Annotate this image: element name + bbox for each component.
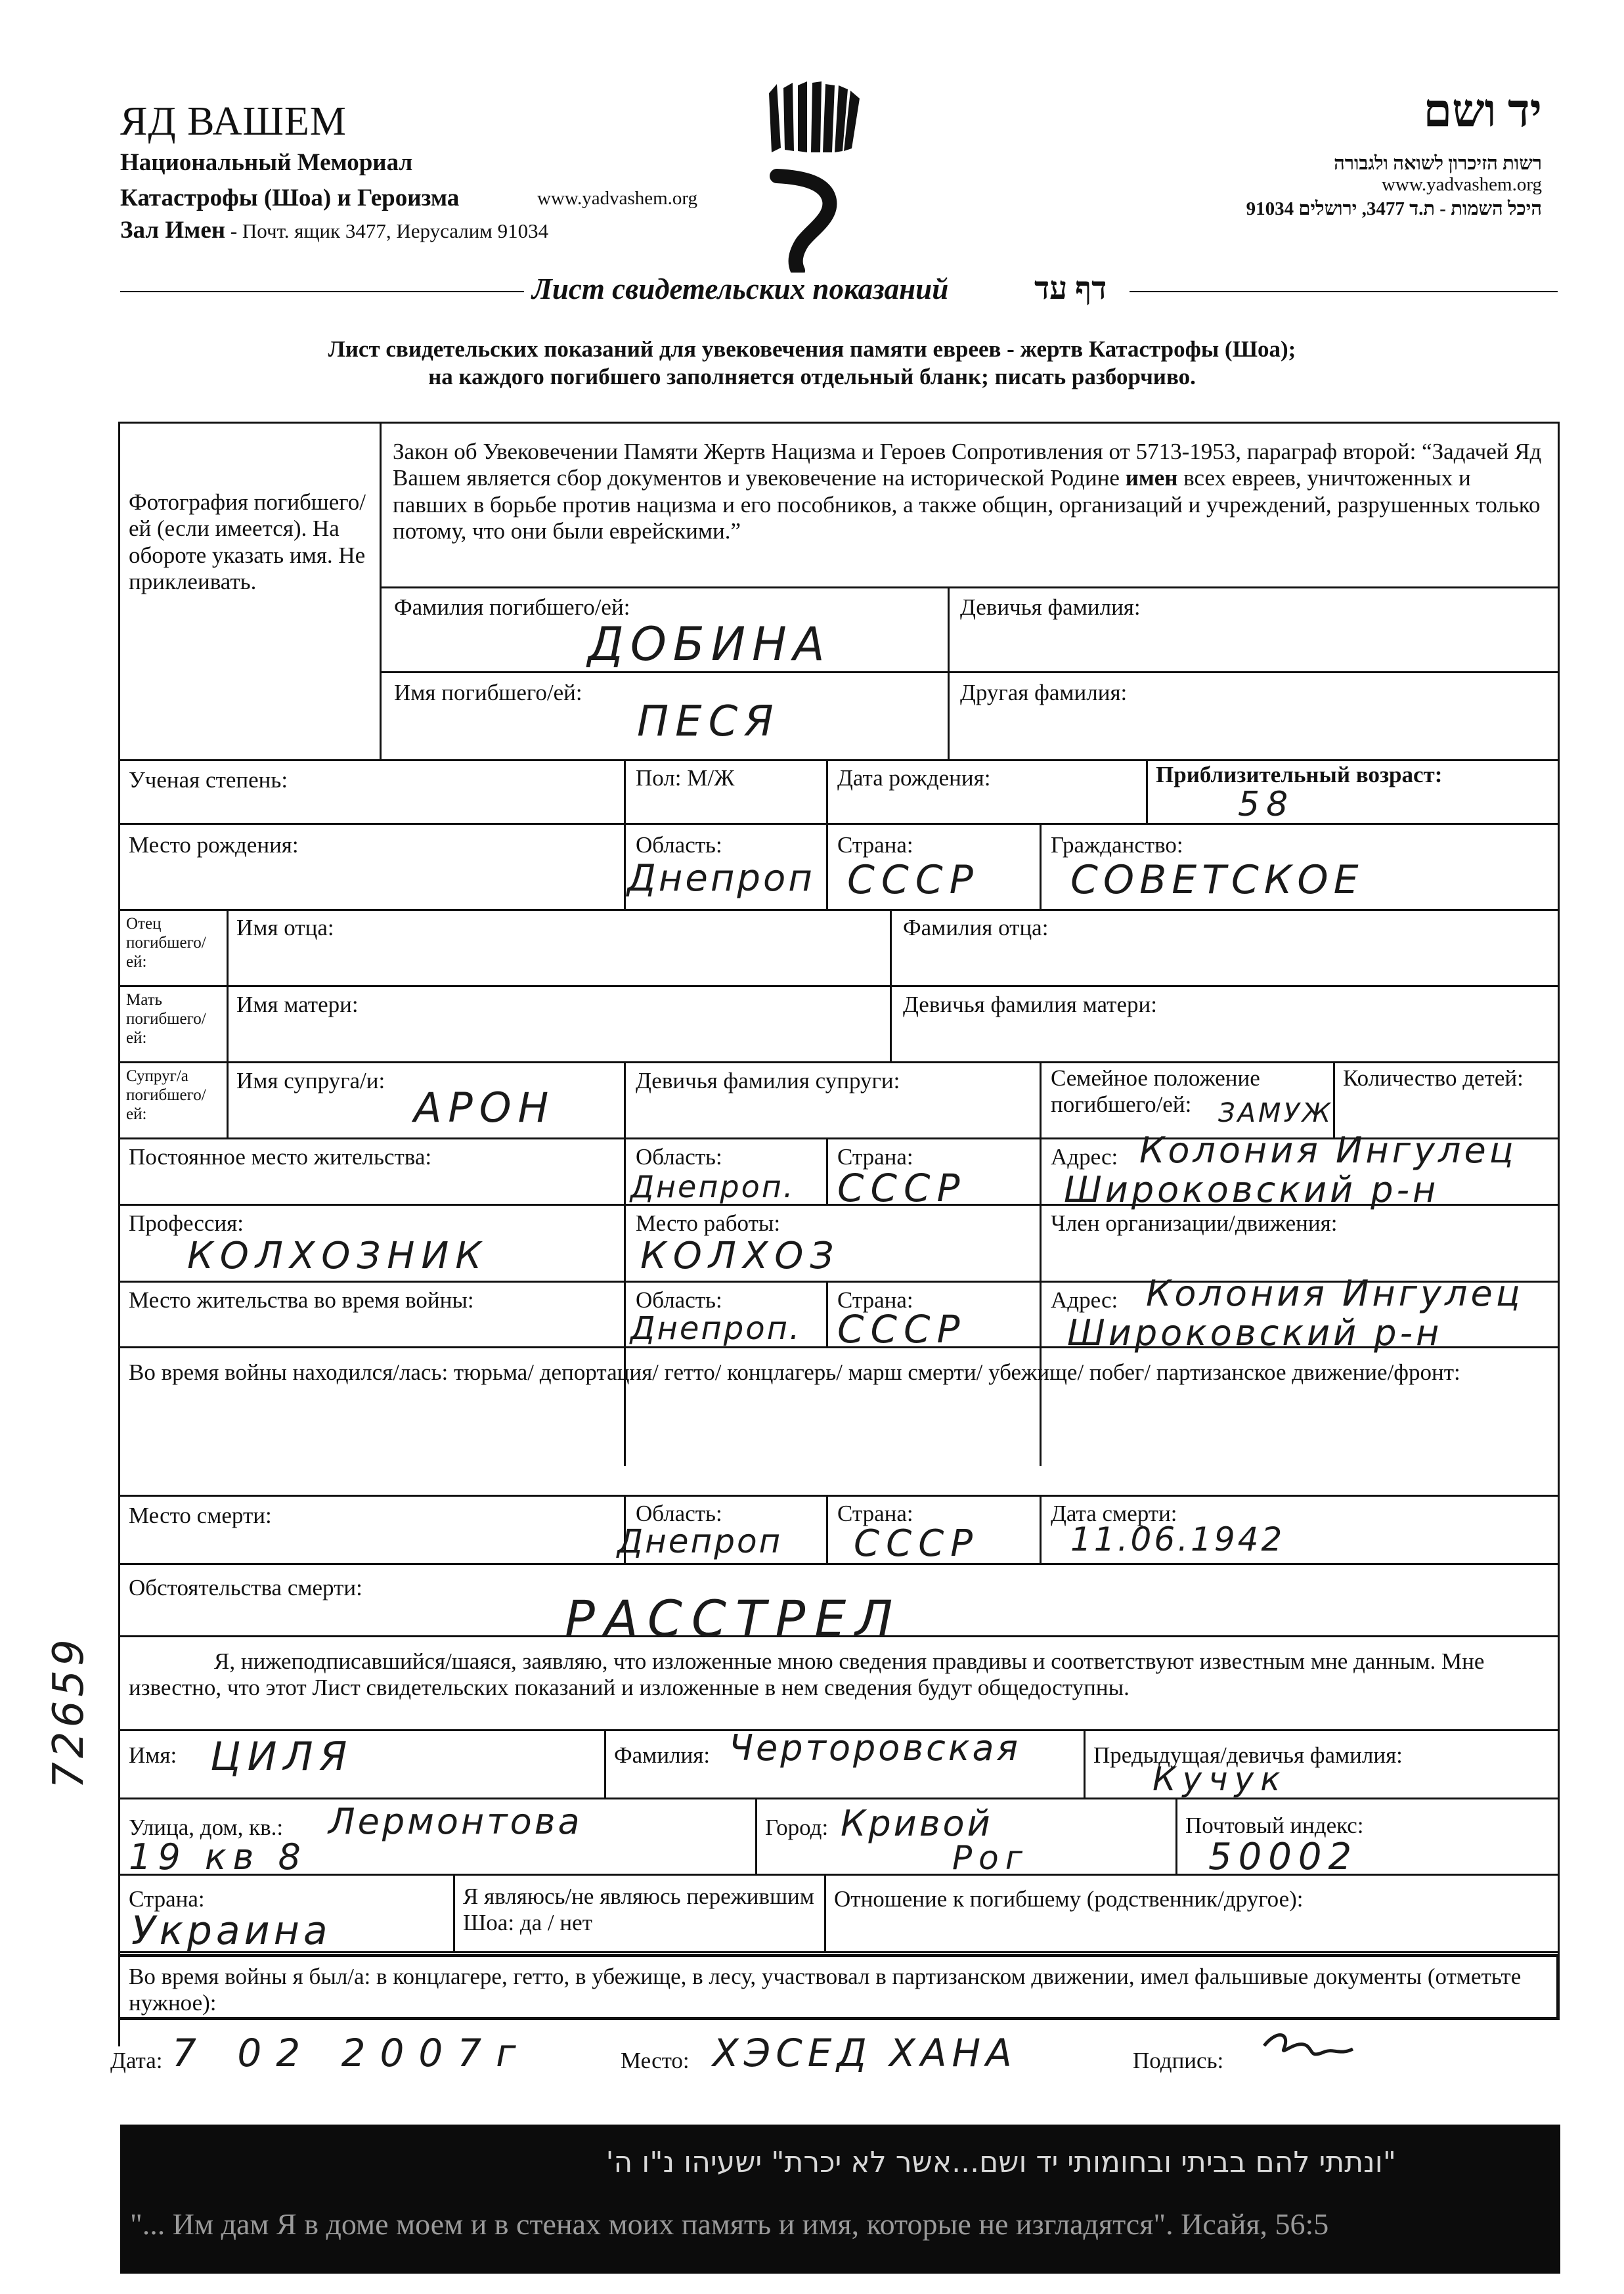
- residence-address-label: Адрес:: [1051, 1144, 1118, 1170]
- header-hall-of-names: Зал Имен: [120, 217, 226, 244]
- citizenship-label: Гражданство:: [1051, 832, 1183, 858]
- header-line-2: Катастрофы (Шоа) и Героизма: [120, 185, 460, 211]
- header-he-line-3: היכל השמות - ת.ד 3477, ירושלים 91034: [1246, 198, 1542, 219]
- law-text-bold: имен: [1125, 465, 1178, 491]
- form-title-hebrew: דף עד: [1034, 271, 1107, 306]
- org-name-russian: ЯД ВАШЕМ: [120, 99, 347, 144]
- title-rule-left: [120, 291, 524, 292]
- birth-country-label: Страна:: [837, 832, 913, 858]
- war-country-label: Страна:: [837, 1287, 913, 1313]
- war-address-line-2[interactable]: Широковский р-н: [1067, 1312, 1443, 1354]
- birth-region-value[interactable]: Днепроп: [627, 857, 815, 900]
- residence-address-line-2[interactable]: Широковский р-н: [1064, 1169, 1439, 1210]
- war-region-label: Область:: [636, 1287, 722, 1313]
- subtitle-line-1: Лист свидетельских показаний для увековечения памяти евреев - жертв Катастрофы (Шоа);: [328, 336, 1296, 362]
- war-region-value[interactable]: Днепроп.: [630, 1310, 802, 1347]
- header-he-line-1: רשות הזיכרון לשואה ולגבורה: [1334, 153, 1542, 174]
- father-surname-label: Фамилия отца:: [903, 915, 1049, 940]
- death-place-label: Место смерти:: [129, 1503, 272, 1528]
- place-value[interactable]: ХЭСЕД ХАНА: [713, 2031, 1017, 2075]
- approx-age-label: Приблизительный возраст:: [1156, 762, 1443, 787]
- birth-region-label: Область:: [636, 832, 722, 858]
- law-text: [393, 439, 1548, 544]
- war-status-label: Во время войны находился/лась: тюрьма/ депортация/ гетто/ концлагерь/ марш смерти/ убежище/ побег/ партизанское движение/фронт:: [129, 1359, 1460, 1385]
- date-value[interactable]: 7 02 2007г: [172, 2031, 531, 2075]
- workplace-value[interactable]: КОЛХОЗ: [640, 1235, 841, 1277]
- submitter-prev-name-label: Предыдущая/девичья фамилия:: [1093, 1742, 1403, 1768]
- header-address: - Почт. ящик 3477, Иерусалим 91034: [225, 219, 549, 242]
- declaration-text: Я, нижеподписавшийся/шаяся, заявляю, что изложенные мною сведения правдивы и соответствуют известным мне данным. Мне известно, что этот Лист свидетельских показаний и изложенные в нем сведения будут общедоступны.: [129, 1648, 1485, 1701]
- spouse-maiden-label: Девичья фамилия супруги:: [636, 1068, 900, 1093]
- residence-country-value[interactable]: СССР: [837, 1166, 967, 1210]
- date-label: Дата:: [110, 2048, 163, 2073]
- org-name-hebrew: יד ושם: [1423, 86, 1542, 137]
- submitter-surname-label: Фамилия:: [614, 1742, 711, 1768]
- yad-vashem-logo: [764, 79, 862, 273]
- header-line-3: [120, 216, 548, 244]
- death-circumstances-label: Обстоятельства смерти:: [129, 1575, 362, 1600]
- mother-maiden-label: Девичья фамилия матери:: [903, 992, 1157, 1017]
- death-region-value[interactable]: Днепроп: [617, 1522, 783, 1560]
- war-address-line-1[interactable]: Колония Ингулец: [1146, 1273, 1524, 1314]
- profession-label: Профессия:: [129, 1210, 244, 1236]
- submitter-country-value[interactable]: Украина: [131, 1908, 332, 1954]
- death-circumstances-value[interactable]: РАССТРЕЛ: [565, 1589, 902, 1648]
- mother-side-label: Мать погибшего/ей:: [126, 991, 206, 1047]
- victim-surname-label: Фамилия погибшего/ей:: [394, 594, 630, 620]
- death-date-label: Дата смерти:: [1051, 1501, 1177, 1526]
- birth-country-value[interactable]: СССР: [847, 857, 980, 903]
- street-value-line-1[interactable]: Лермонтова: [328, 1801, 582, 1842]
- photo-instructions: Фотография погибшего/ей (если имеется). На обороте указать имя. Не приклеивать.: [129, 489, 366, 594]
- war-address-label: Адрес:: [1051, 1287, 1118, 1313]
- death-region-label: Область:: [636, 1501, 722, 1526]
- law-text-part-2: всех евреев, уничтоженных и павших в борьбе против нацизма и его пособников, а также общин, организаций и учреждений, разрушенных только потому, что они были еврейскими.”: [393, 465, 1541, 544]
- death-country-value[interactable]: СССР: [854, 1522, 980, 1565]
- marital-status-value[interactable]: ЗАМУЖ: [1218, 1098, 1333, 1128]
- subtitle-line-2: на каждого погибшего заполняется отдельный бланк; писать разборчиво.: [428, 364, 1196, 389]
- sex-label: Пол: М/Ж: [636, 765, 735, 791]
- father-side-label: Отец погибшего/ей:: [126, 915, 206, 971]
- victim-name-value[interactable]: ПЕСЯ: [637, 697, 780, 746]
- form-title: Лист свидетельских показаний: [532, 273, 949, 305]
- war-residence-label: Место жительства во время войны:: [129, 1287, 474, 1313]
- death-country-label: Страна:: [837, 1501, 913, 1526]
- residence-region-value[interactable]: Днепроп.: [630, 1169, 795, 1204]
- margin-number: 72659: [44, 1635, 93, 1789]
- wartime-label: Во время войны я был/а: в концлагере, гетто, в убежище, в лесу, участвовал в партизанском движении, имел фальшивые документы (отметьте нужное):: [129, 1964, 1522, 2016]
- survivor-label: Я являюсь/не являюсь пережившим Шоа: да / нет: [463, 1884, 814, 1936]
- spouse-name-value[interactable]: АРОН: [414, 1084, 556, 1132]
- header-web-left: www.yadvashem.org: [537, 188, 698, 209]
- submitter-surname-value[interactable]: Черторовская: [729, 1727, 1021, 1769]
- victim-maiden-label: Девичья фамилия:: [960, 594, 1141, 620]
- war-country-value[interactable]: СССР: [837, 1307, 967, 1352]
- birthplace-label: Место рождения:: [129, 832, 299, 858]
- street-label: Улица, дом, кв.:: [129, 1815, 284, 1840]
- place-label: Место:: [621, 2048, 690, 2073]
- submitter-name-value[interactable]: ЦИЛЯ: [210, 1734, 354, 1780]
- zip-label: Почтовый индекс:: [1185, 1813, 1364, 1838]
- profession-value[interactable]: КОЛХОЗНИК: [187, 1235, 489, 1277]
- title-rule-right: [1130, 291, 1558, 292]
- banner-hebrew-quote: "ונתתי להם בביתי ובחומותי יד ושם...אשר לא יכרת" ישעיהו נ"ו ה': [605, 2146, 1396, 2179]
- header-line-1: Национальный Мемориал: [120, 149, 413, 176]
- children-count-label: Количество детей:: [1343, 1065, 1524, 1091]
- signature-label: Подпись:: [1133, 2048, 1224, 2073]
- banner-russian-quote: "... Им дам Я в доме моем и в стенах моих память и имя, которые не изгладятся". Исайя, 56:5: [130, 2207, 1329, 2241]
- spouse-side-label: Супруг/а погибшего/ей:: [126, 1067, 206, 1123]
- degree-label: Ученая степень:: [129, 767, 288, 793]
- submitter-name-label: Имя:: [129, 1742, 177, 1768]
- marital-status-label: Семейное положение погибшего/ей:: [1051, 1065, 1260, 1118]
- city-value-line-2[interactable]: Рог: [952, 1839, 1030, 1877]
- law-text-part-1: Закон об Увековечении Памяти Жертв Нацизма и Героев Сопротивления от 5713-1953, параграф второй: “Задачей Яд Вашем является сбор документов и увековечение на исторической Родине: [393, 439, 1542, 491]
- spouse-name-label: Имя супруга/и:: [236, 1068, 385, 1093]
- father-name-label: Имя отца:: [236, 915, 334, 940]
- relation-label: Отношение к погибшему (родственник/другое):: [834, 1886, 1304, 1912]
- residence-label: Постоянное место жительства:: [129, 1144, 432, 1170]
- citizenship-value[interactable]: СОВЕТСКОЕ: [1070, 857, 1364, 903]
- mother-name-label: Имя матери:: [236, 992, 359, 1017]
- residence-address-line-1[interactable]: Колония Ингулец: [1139, 1130, 1517, 1171]
- city-value-line-1[interactable]: Кривой: [841, 1803, 993, 1844]
- submitter-country-label: Страна:: [129, 1886, 205, 1912]
- birth-date-label: Дата рождения:: [837, 765, 991, 791]
- residence-region-label: Область:: [636, 1144, 722, 1170]
- workplace-label: Место работы:: [636, 1210, 781, 1236]
- membership-label: Член организации/движения:: [1051, 1210, 1338, 1236]
- city-label: Город:: [765, 1815, 829, 1840]
- zip-value[interactable]: 50002: [1208, 1836, 1359, 1878]
- footer-banner: [120, 2125, 1560, 2274]
- street-value-line-2[interactable]: 19 кв 8: [129, 1836, 307, 1878]
- submitter-prev-name-value[interactable]: Кучук: [1152, 1760, 1287, 1798]
- header-web-right: www.yadvashem.org: [1381, 174, 1542, 195]
- victim-other-name-label: Другая фамилия:: [960, 680, 1128, 705]
- residence-country-label: Страна:: [837, 1144, 913, 1170]
- approx-age-value[interactable]: 58: [1238, 785, 1295, 824]
- victim-surname-value[interactable]: ДОБИНА: [588, 617, 831, 671]
- victim-name-label: Имя погибшего/ей:: [394, 680, 582, 705]
- signature-mark: [1261, 2026, 1359, 2072]
- death-date-value[interactable]: 11.06.1942: [1070, 1520, 1285, 1558]
